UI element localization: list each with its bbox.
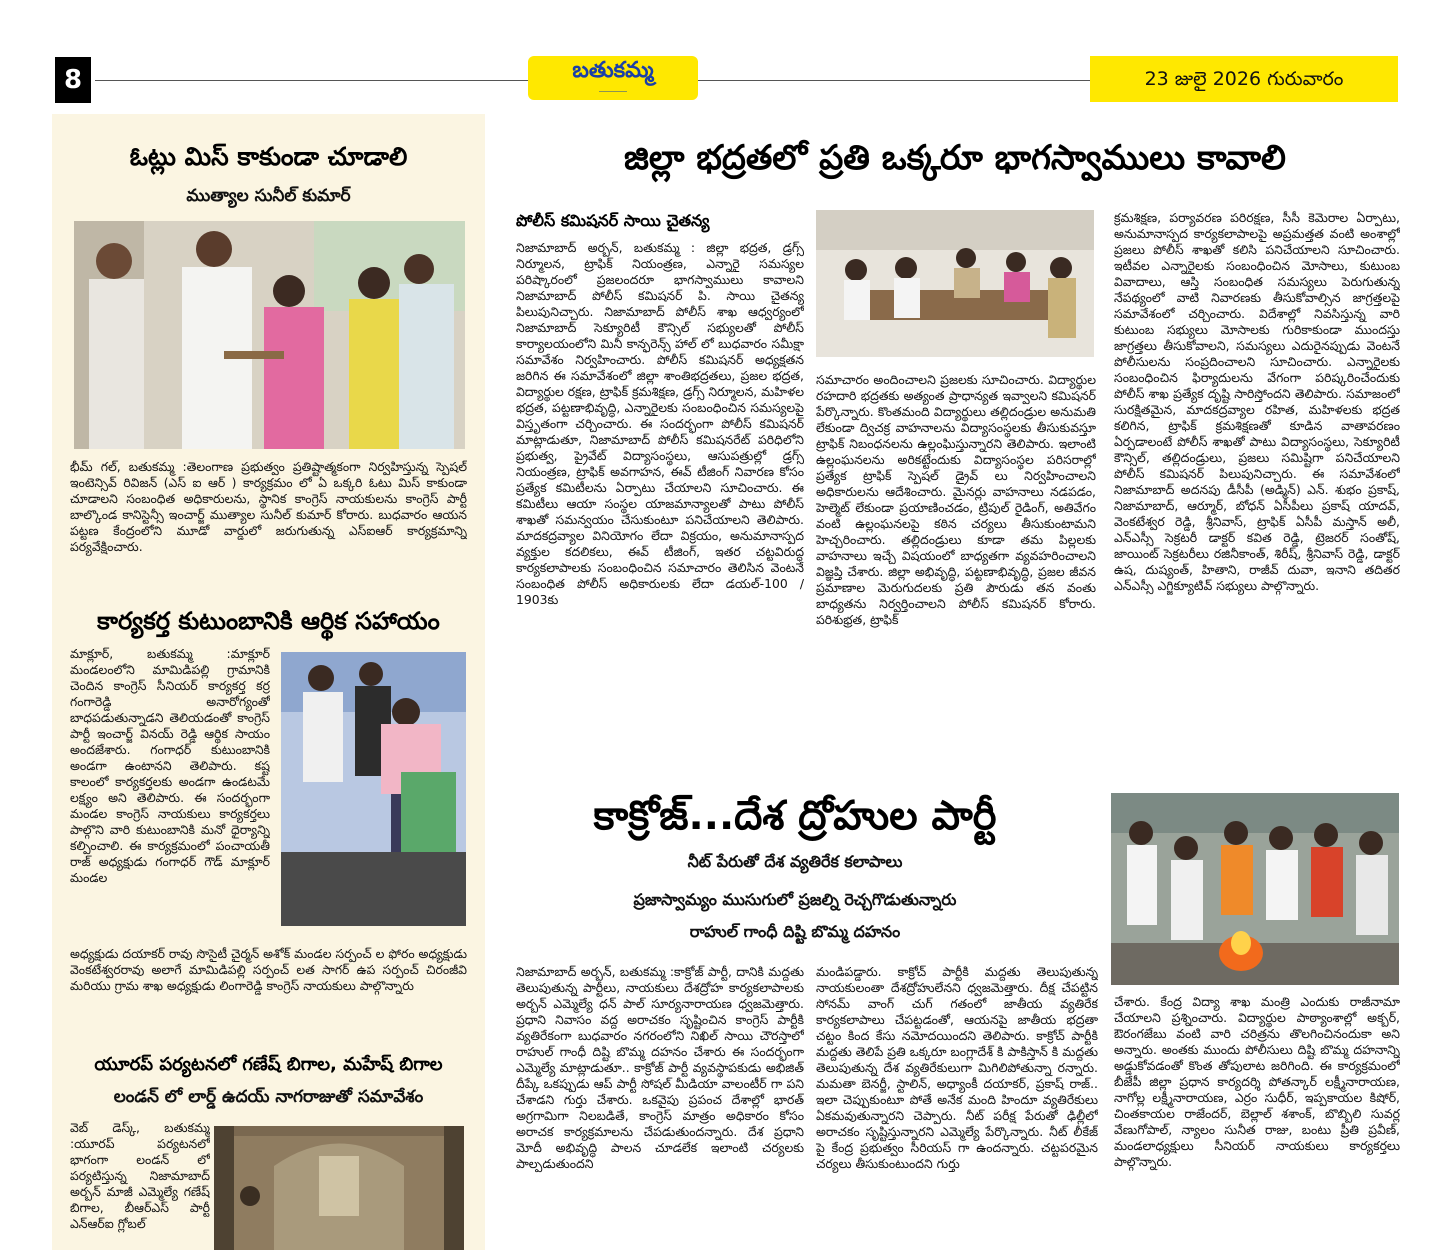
main-byline: పోలీస్ కమిషనర్ సాయి చైతన్య bbox=[516, 211, 710, 230]
financial-aid-photo bbox=[281, 652, 466, 926]
masthead-logo bbox=[528, 56, 698, 100]
main-body-col3: క్రమశిక్షణ, పర్యావరణ పరిరక్షణ, సీసీ కెమెరాల ఏర్పాటు, అనుమానాస్పద కార్యకలాపాలపై అప్రమత్తత వంటి అంశాల్లో ప్రజలు పోలీస్ శాఖతో కలిసి పనిచేయాలని సూచించారు. ఇటీవల ఎన్నారైలకు సంబంధించిన మోసాలు, కుటుంబ వివాదాలు, ఆస్తి సంబంధిత సమస్యలు పెరుగుతున్న నేపథ్యంలో వాటి నివారణకు తీసుకోవాల్సిన జాగ్రత్తలపై సమావేశంలో చర్చించారు. విదేశాల్లో నివసిస్తున్న వారి కుటుంబ సభ్యులు మోసాలకు గురికాకుండా ముందస్తు జాగ్రత్తలు తీసుకోవాలని, సమస్యలు ఎదురైనప్పుడు వెంటనే పోలీసులను సంప్రదించాలని సూచించారు. ఎన్నారైలకు సంబంధించిన ఫిర్యాదులను వేగంగా పరిష్కరించేందుకు పోలీస్ శాఖ ప్రత్యేక దృష్టి సారిస్తోందని తెలిపారు. సమాజంలో సురక్షితమైన, మాదకద్రవ్యాల రహిత, మహిళలకు భద్రత కలిగిన, ట్రాఫిక్ క్రమశిక్షణతో కూడిన వాతావరణం ఏర్పడాలంటే పోలీస్ శాఖతో పాటు విద్యాసంస్థలు, సెక్యూరిటీ కౌన్సిల్, తల్లిదండ్రులు, ప్రజలు సమిష్టిగా పనిచేయాలని పోలీస్ కమిషనర్ పిలుపునిచ్చారు. ఈ సమావేశంలో నిజామాబాద్ అదనపు డీసీపీ (అడ్మిన్) ఎన్. శుభం ప్రకాష్, నిజామాబాద్, ఆర్మూర్, బోధన్ ఏసీపీలు ప్రకాష్ యాదవ్, వెంకటేశ్వర రెడ్డి, శ్రీనివాస్, ట్రాఫిక్ ఏసీపీ మస్తాన్ అలీ, ఎన్ఎస్సీ సెక్రటరీ డాక్టర్ కవిత రెడ్డి, ట్రెజరర్ సంతోష్, జాయింట్ సెక్రటరీలు రజినీకాంత్, శిరీష్, శ్రీనివాస్ రెడ్డి, డాక్టర్ ఉష, దుష్యంత్, హితాని, రాజీవ్ దువా, ఇనాని తదితర ఎన్ఎస్సీ ఎగ్జిక్యూటివ్ సభ్యులు పాల్గొన్నారు. bbox=[1114, 210, 1400, 593]
main-body-col1: నిజామాబాద్ అర్బన్, బతుకమ్మ : జిల్లా భద్రత, డ్రగ్స్ నిర్మూలన, ట్రాఫిక్ నియంత్రణ, ఎన్నారై సమస్యల పరిష్కారంలో ప్రజలందరూ భాగస్వాములు కావాలని నిజామాబాద్ పోలీస్ కమిషనర్ పి. సాయి చైతన్య పిలుపునిచ్చారు. నిజామాబాద్ పోలీస్ శాఖ ఆధ్వర్యంలో నిజామాబాద్ సెక్యూరిటీ కౌన్సిల్ సభ్యులతో పోలీస్ కార్యాలయంలోని మినీ కాన్ఫరెన్స్ హాల్ లో బుధవారం సమీక్షా సమావేశం నిర్వహించారు. పోలీస్ కమిషనర్ అధ్యక్షతన జరిగిన ఈ సమావేశంలో జిల్లా శాంతిభద్రతలు, ప్రజల భద్రత, విద్యార్థుల రక్షణ, ట్రాఫిక్ క్రమశిక్షణ, డ్రగ్స్ నిర్మూలన, మహిళల భద్రత, పట్టణాభివృద్ధి, ఎన్నారైలకు సంబంధించిన సమస్యలపై విస్తృతంగా చర్చించారు. ఈ సందర్భంగా పోలీస్ కమిషనర్ మాట్లాడుతూ, నిజామాబాద్ పోలీస్ కమిషనరేట్ పరిధిలోని ప్రభుత్వ, ప్రైవేట్ విద్యాసంస్థలు, ఆసుపత్రుల్లో డ్రగ్స్ నియంత్రణ, ట్రాఫిక్ అవగాహన, ఈవ్ టీజింగ్ నివారణ కోసం ప్రత్యేక కమిటీలను ఏర్పాటు చేయాలని సూచించారు. ఈ కమిటీలు ఆయా సంస్థల యాజమాన్యాలతో పాటు పోలీస్ శాఖతో సమన్వయం చేసుకుంటూ పనిచేయాలని తెలిపారు. మాదకద్రవ్యాల వినియోగం లేదా విక్రయం, అనుమానాస్పద వ్యక్తుల కదలికలు, ఈవ్ టీజింగ్, ఇతర చట్టవిరుద్ధ కార్యకలాపాలకు సంబంధించిన సమాచారం తెలిసిన వెంటనే సంబంధిత పోలీస్ అధికారులకు లేదా డయల్-100 / 1903కు bbox=[516, 240, 804, 607]
masthead-tagline-graphic: ⎯⎯⎯⎯⎯⎯⎯⎯ bbox=[599, 87, 627, 95]
dateline: 23 జులై 2026 గురువారం bbox=[1090, 56, 1398, 102]
story-headline: ఓట్లు మిస్ కాకుండా చూడాలి bbox=[129, 142, 408, 171]
second-deck: ప్రజాస్వామ్యం ముసుగులో ప్రజల్ని రెచ్చగొడుతున్నారు bbox=[633, 890, 957, 909]
story-headline: యూరప్ పర్యటనలో గణేష్ బిగాల, మహేష్ బిగాల bbox=[94, 1054, 443, 1075]
story-byline: ముత్యాల సునీల్ కుమార్ bbox=[186, 186, 351, 206]
main-body-col2: సమాచారం అందించాలని ప్రజలకు సూచించారు. విద్యార్థుల రహదారి భద్రతకు అత్యంత ప్రాధాన్యత ఇవ్వాలని కమిషనర్ పేర్కొన్నారు. కొంతమంది విద్యార్థులు తల్లిదండ్రుల అనుమతి లేకుండా ద్విచక్ర వాహనాలను విద్యాసంస్థలకు తీసుకువస్తూ ట్రాఫిక్ నిబంధనలను ఉల్లంఘిస్తున్నారని తెలిపారు. ఇలాంటి ఉల్లంఘనలను అరికట్టేందుకు విద్యాసంస్థల పరిసరాల్లో ప్రత్యేక ట్రాఫిక్ స్పెషల్ డ్రైవ్ లు నిర్వహించాలని అధికారులను ఆదేశించారు. మైనర్లు వాహనాలు నడపడం, హెల్మెట్ లేకుండా ప్రయాణించడం, ట్రిపుల్ రైడింగ్, అతివేగం వంటి ఉల్లంఘనలపై కఠిన చర్యలు తీసుకుంటామని హెచ్చరించారు. తల్లిదండ్రులు కూడా తమ పిల్లలకు వాహనాలు ఇచ్చే విషయంలో బాధ్యతగా వ్యవహరించాలని విజ్ఞప్తి చేశారు. జిల్లా అభివృద్ధి, పట్టణాభివృద్ధి, ప్రజల జీవన ప్రమాణాల మెరుగుదలకు ప్రతి పౌరుడు తన వంతు బాధ్యతను నిర్వర్తించాలని పోలీస్ కమిషనర్ కోరారు. పరిశుభ్రత, ట్రాఫిక్ bbox=[816, 372, 1096, 627]
second-body-col1: నిజామాబాద్ అర్బన్, బతుకమ్మ :కాక్రోజ్ పార్టీ, దానికి మద్దతు తెలుపుతున్న పార్టీలు, నాయకులు దేశద్రోహ కార్యకలాపాలకు అర్బన్ ఎమ్మెల్యే ధన్ పాల్ సూర్యనారాయణ ధ్వజమెత్తారు. ప్రధాని నివాసం వద్ద అరాచకం సృష్టించిన కాంగ్రెస్ పార్టీకి వ్యతిరేకంగా బుధవారం నగరంలోని నిఖిల్ సాయి చౌరస్తాలో రాహుల్ గాంధీ దిష్టి బొమ్మ దహనం చేశారు ఈ సందర్భంగా ఎమ్మెల్యే మాట్లాడుతూ.. కాక్రోజ్ పార్టీ వ్యవస్థాపకుడు అభిజిత్ దీప్కే ఒకప్పుడు ఆప్ పార్టీ సోషల్ మీడియా వాలంటీర్ గా పని చేశాడని గుర్తు చేశారు. ఒకవైపు ప్రపంచ దేశాల్లో భారత్ అగ్రగామిగా నిలబడితే, కాంగ్రెస్ మాత్రం అధికారం కోసం అరాచక కార్యక్రమాలను చేపడుతుందన్నారు. దేశ ప్రధాని మోదీ అభివృద్ధి పాలన చూడలేక ఇలాంటి చర్యలకు పాల్పడుతుందని bbox=[516, 964, 804, 1171]
london-meeting-photo bbox=[214, 1126, 464, 1250]
voter-revision-photo bbox=[74, 221, 465, 449]
story-body: వెబ్ డెస్క్, బతుకమ్మ :యూరప్ పర్యటనలో భాగంగా లండన్ లో పర్యటిస్తున్న నిజామాబాద్ అర్బన్ మాజీ ఎమ్మెల్యే గణేష్ బిగాల, బీఆర్ఎస్ పార్టీ ఎన్ఆర్ఐ గ్లోబల్ bbox=[70, 1120, 210, 1231]
second-body-col3: చేశారు. కేంద్ర విద్యా శాఖ మంత్రి ఎందుకు రాజీనామా చేయాలని ప్రశ్నించారు. విద్యార్థుల పాఠ్యాంశాల్లో అక్బర్, ఔరంగజేబు వంటి వారి చరిత్రను తొలగించినందుకా అని అన్నారు. అంతకు ముందు పోలీసులు దిష్టి బొమ్మ దహనాన్ని అడ్డుకోవడంతో కొంత తోపులాట జరిగింది. ఈ కార్యక్రమంలో బీజేపీ జిల్లా ప్రధాన కార్యదర్శి పోతన్కార్ లక్ష్మీనారాయణ, నాగోల్ల లక్ష్మీనారాయణ, ఎర్రం సుధీర్, ఇప్పకాయల కిషోర్, చింతకాయల రాజేందర్, బెల్లాల్ శశాంక్, బొబ్బిలి సువర్ల వేణుగోపాల్, న్యాలం సునీత రాజు, బంటు ప్రీతి ప్రవీణ్, మండలాధ్యక్షులు సీనియర్ నాయకులు కార్యకర్తలు పాల్గొన్నారు. bbox=[1114, 994, 1400, 1169]
left-column bbox=[52, 114, 485, 1250]
story-subhead: లండన్ లో లార్డ్ ఉదయ్ నాగరాజుతో సమావేశం bbox=[113, 1087, 424, 1107]
story-body-continued: అధ్యక్షుడు దయాకర్ రావు సొసైటీ చైర్మన్ అశోక్ మండల సర్పంచ్ ల ఫోరం అధ్యక్షుడు వెంకటేశ్వరరావు అలాగే మామిడిపల్లి సర్పంచ్ లత సాగర్ ఉప సర్పంచ్ చిరంజీవి మరియు గ్రామ శాఖ అధ్యక్షుడు లింగారెడ్డి కాంగ్రెస్ నాయకులు పాల్గొన్నారు bbox=[70, 946, 467, 993]
second-deck: రాహుల్ గాంధీ దిష్టి బొమ్మ దహనం bbox=[689, 922, 901, 941]
second-headline: కాక్రోజ్...దేశ ద్రోహుల పార్టీ bbox=[593, 793, 997, 839]
main-headline: జిల్లా భద్రతలో ప్రతి ఒక్కరూ భాగస్వాములు కావాలి bbox=[624, 138, 1286, 178]
effigy-burning-photo bbox=[1111, 793, 1399, 985]
story-headline: కార్యకర్త కుటుంబానికి ఆర్థిక సహాయం bbox=[97, 607, 440, 635]
story-body: మాక్లూర్, బతుకమ్మ :మాక్లూర్ మండలంలోని మామిడిపల్లి గ్రామానికి చెందిన కాంగ్రెస్ సీనియర్ కార్యకర్త కర్ర గంగారెడ్డి అనారోగ్యంతో బాధపడుతున్నాడని తెలియడంతో కాంగ్రెస్ పార్టీ ఇంచార్జ్ వినయ్ రెడ్డి ఆర్థిక సాయం అందజేశారు. గంగాధర్ కుటుంబానికి అండగా ఉంటానని తెలిపారు. కష్ట కాలంలో కార్యకర్తలకు అండగా ఉండటమే లక్ష్యం అని తెలిపారు. ఈ సందర్భంగా మండల కాంగ్రెస్ నాయకులు కార్యకర్తలు పాల్గొని వారి కుటుంబానికి మనో ధైర్యాన్ని కల్పించాలి. ఈ కార్యక్రమంలో పంచాయతీ రాజ్ అధ్యక్షుడు గంగాధర్ గౌడ్ మాక్లూర్ మండల bbox=[70, 646, 270, 885]
second-deck: నీట్ పేరుతో దేశ వ్యతిరేక కలాపాలు bbox=[687, 852, 903, 871]
page-number: 8 bbox=[55, 57, 91, 103]
masthead-title: బతుకమ్మ bbox=[572, 58, 654, 83]
story-body: భీమ్ గల్, బతుకమ్మ :తెలంగాణ ప్రభుత్వం ప్రతిష్టాత్మకంగా నిర్వహిస్తున్న స్పెషల్ ఇంటెన్సివ్ రివిజన్ (ఎస్ ఐ ఆర్ ) కార్యక్రమం లో ఏ ఒక్కరి ఓటు మిస్ కాకుండా చూడాలని సంబంధిత అధికారులను, స్థానిక కాంగ్రెస్ నాయకులను కాంగ్రెస్ పార్టీ బాల్కొండ కానిస్టెన్సీ ఇంచార్జ్ ముత్యాల సునీల్ కుమార్ కోరారు. బుధవారం ఆయన పట్టణ కేంద్రంలోని మూడో వార్డులో జరుగుతున్న ఎస్ఐఆర్ కార్యక్రమాన్ని పర్యవేక్షించారు. bbox=[70, 459, 467, 554]
second-body-col2: మండిపడ్డారు. కాక్రోచ్ పార్టీకి మద్దతు తెలుపుతున్న నాయకులంతా దేశద్రోహులేనని ధ్వజమెత్తారు. దీక్ష చేపట్టిన సోనమ్ వాంగ్ చుగ్ గతంలో జాతీయ వ్యతిరేక కార్యకలాపాలు చేపట్టడంతో, ఆయనపై జాతీయ భద్రతా చట్టం కింద కేసు నమోదయిందని తెలిపారు. కాక్రోచ్ పార్టీకి మద్దతు తెలిపే ప్రతి ఒక్కరూ బంగ్లాదేశ్ కి పాకిస్తాన్ కి మద్దతు తెలుపుతున్న దేశ వ్యతిరేకులుగా మిగిలిపోతున్నా రన్నారు. మమతా బెనర్జీ, స్టాలిన్, అధ్యాంకీ దయాకర్, ప్రకాష్ రాజ్.. ఇలా చెప్పుకుంటూ పోతే అనేక మంది హిందూ వ్యతిరేకులు ఏకమవుతున్నారని చెప్పారు. నీట్ పరీక్ష పేరుతో ఢిల్లీలో అరాచకం సృష్టిస్తున్నారని ఎమ్మెల్యే పేర్కొన్నారు. నీట్ లీకేజ్ పై కేంద్ర ప్రభుత్వం సీరియస్ గా ఉందన్నారు. చట్టపరమైన చర్యలు తీసుకుంటుందని గుర్తు bbox=[816, 964, 1098, 1171]
security-council-meeting-photo bbox=[816, 210, 1094, 357]
